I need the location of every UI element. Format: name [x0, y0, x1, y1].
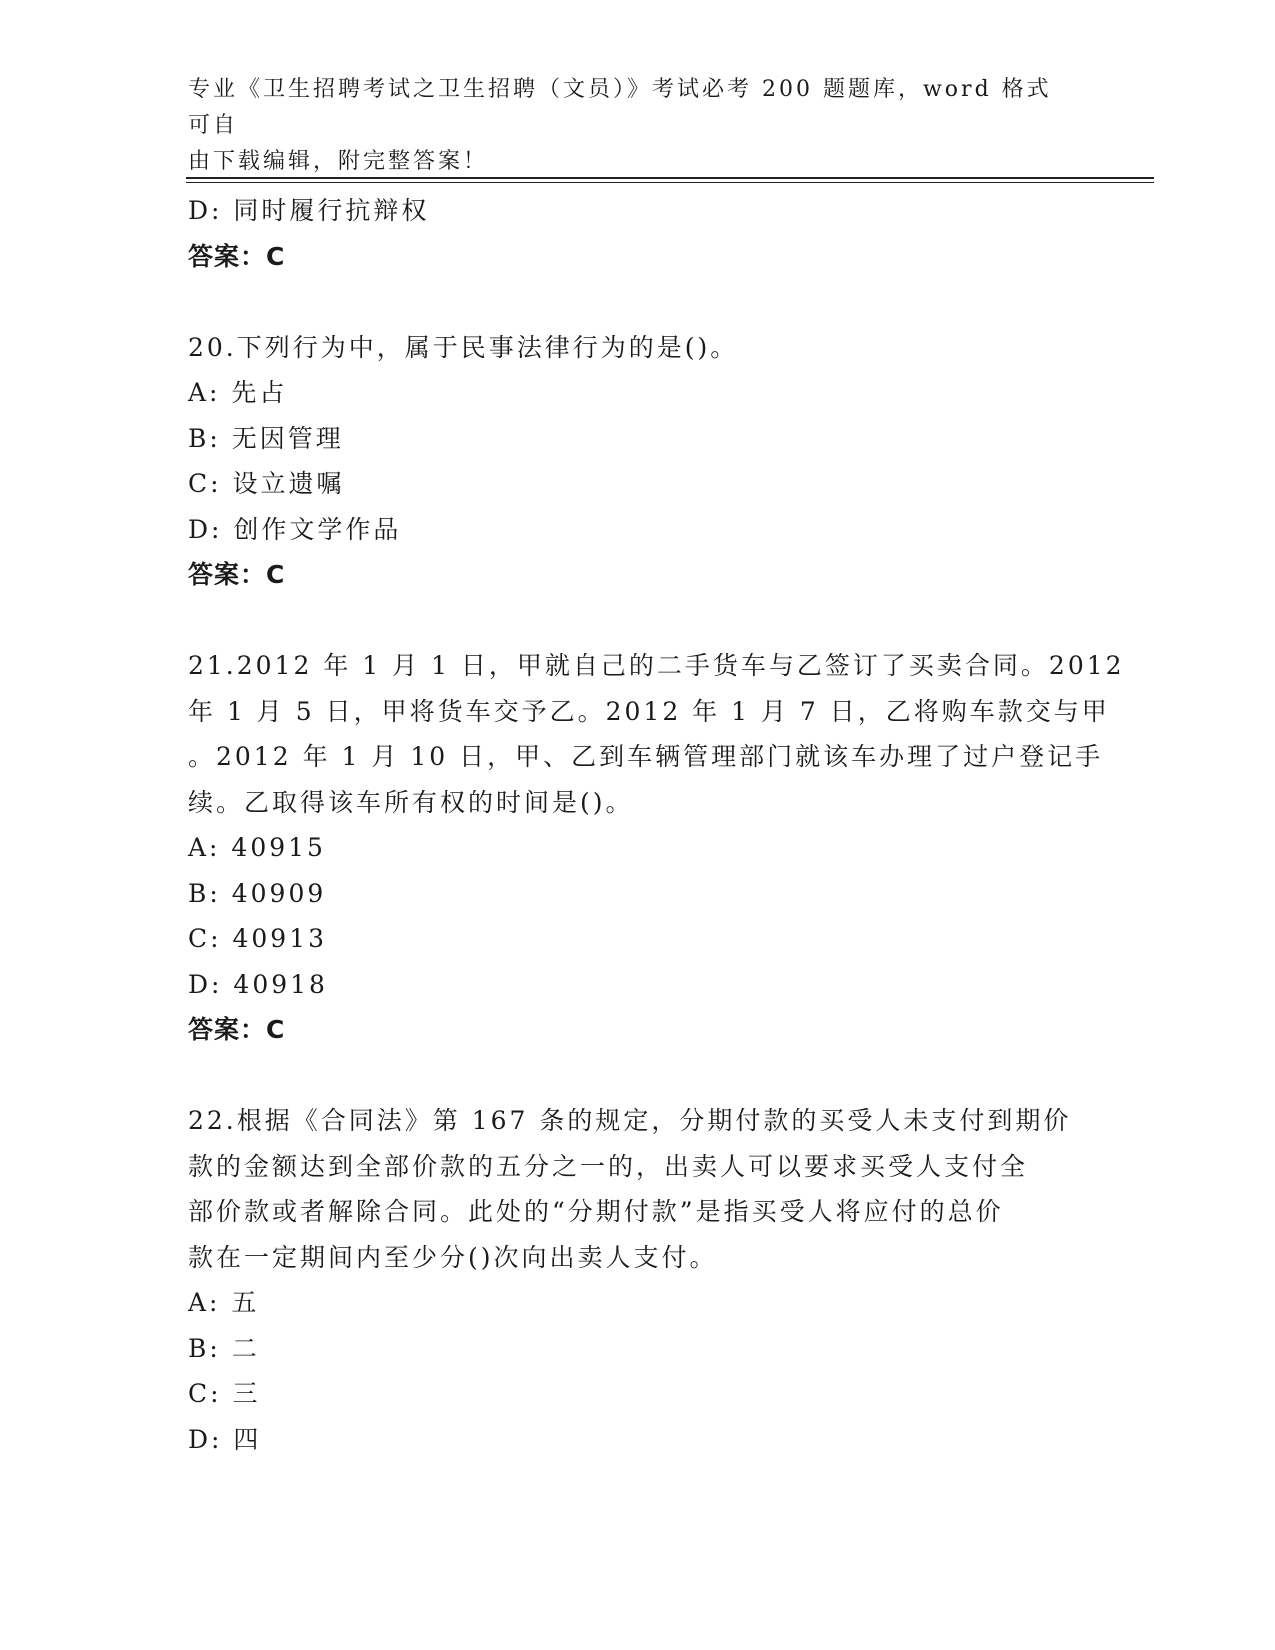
q22-question-line: 款在一定期间内至少分()次向出卖人支付。 [188, 1242, 718, 1272]
q20-option-c: C: 设立遗嘱 [188, 469, 345, 498]
q22-question [188, 1098, 1088, 1280]
question-content [188, 188, 1125, 1462]
q21-question-line: 21.2012 年 1 月 1 日，甲就自己的二手货车与乙签订了买卖合同。2012 [188, 651, 1125, 680]
header-divider-thick [186, 177, 1154, 179]
header-divider-thin [186, 182, 1154, 183]
q22-question-line: 22.根据《合同法》第 167 条的规定，分期付款的买受人未支付到期价 [188, 1106, 1072, 1135]
document-header [188, 72, 1068, 180]
header-line-2: 由下载编辑，附完整答案！ [188, 149, 489, 174]
q21-option-c: C: 40913 [188, 924, 328, 953]
q22-question-line: 部价款或者解除合同。此处的“分期付款”是指买受人将应付的总价 [188, 1197, 1004, 1226]
q21-question-line: 续。乙取得该车所有权的时间是()。 [188, 787, 634, 817]
q22-option-c: C: 三 [188, 1379, 261, 1408]
q22-option-a: A: 五 [188, 1288, 260, 1317]
prev-option-d: D: 同时履行抗辩权 [188, 196, 430, 225]
q22-option-b: B: 二 [188, 1333, 260, 1363]
q21-question-line: 。2012 年 1 月 10 日，甲、乙到车辆管理部门就该车办理了过户登记手 [188, 742, 1104, 771]
q21-question-line: 年 1 月 5 日，甲将货车交予乙。2012 年 1 月 7 日，乙将购车款交与甲 [188, 696, 1110, 726]
q21-answer: 答案：C [188, 1015, 286, 1044]
q21-question [188, 643, 1125, 825]
q20-option-d: D: 创作文学作品 [188, 514, 402, 544]
q22-question-line: 款的金额达到全部价款的五分之一的，出卖人可以要求买受人支付全 [188, 1151, 1029, 1181]
q22-option-d: D: 四 [188, 1424, 262, 1454]
q21-option-d: D: 40918 [188, 969, 328, 999]
q20-answer: 答案：C [188, 560, 286, 589]
q21-option-b: B: 40909 [188, 878, 327, 908]
q20-question: 20.下列行为中，属于民事法律行为的是()。 [188, 332, 739, 362]
q20-option-b: B: 无因管理 [188, 423, 344, 453]
spacer [188, 279, 1088, 325]
q20-option-a: A: 先占 [188, 378, 288, 407]
header-line-1: 专业《卫生招聘考试之卫生招聘（文员）》考试必考 200 题题库，word 格式可自 [188, 77, 1052, 138]
q21-option-a: A: 40915 [188, 833, 326, 862]
prev-answer: 答案：C [188, 241, 286, 271]
spacer [188, 598, 1088, 644]
spacer [188, 1053, 1088, 1099]
